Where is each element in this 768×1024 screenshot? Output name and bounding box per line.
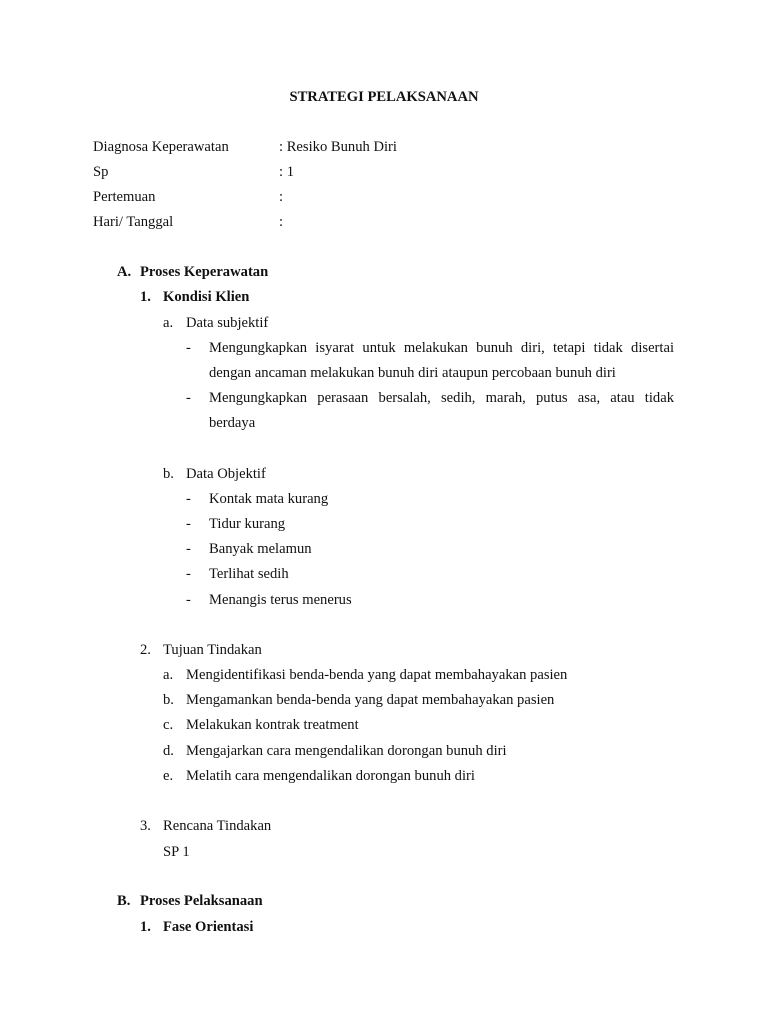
tujuan-item-d-marker: d. [163,743,174,759]
kondisi-title: Kondisi Klien [163,289,250,305]
section-b-title: Proses Pelaksanaan [140,893,263,909]
info-value-tanggal: : [279,214,284,230]
tujuan-item-e: Melatih cara mengendalikan dorongan bunuh diri [186,768,475,784]
fase-title: Fase Orientasi [163,919,254,935]
objektif-dash-4: - [186,566,191,582]
subjektif-item-2-line-2: berdaya [209,415,256,431]
objektif-item-2: Tidur kurang [209,516,286,532]
kondisi-marker: 1. [140,289,151,305]
objektif-item-3: Banyak melamun [209,541,312,557]
rencana-title: Rencana Tindakan [163,818,272,834]
tujuan-item-c-marker: c. [163,717,174,733]
info-label-pertemuan: Pertemuan [93,189,156,205]
tujuan-item-c: Melakukan kontrak treatment [186,717,359,733]
objektif-item-4: Terlihat sedih [209,566,289,582]
section-a-marker: A. [117,264,132,280]
subjektif-item-1-line-2: dengan ancaman melakukan bunuh diri ataupun percobaan bunuh diri [209,365,616,381]
info-value-diagnosa: : Resiko Bunuh Diri [279,139,397,155]
subjektif-marker: a. [163,315,174,331]
subjektif-dash-1: - [186,340,191,356]
info-value-sp: : 1 [279,164,294,180]
tujuan-item-a: Mengidentifikasi benda-benda yang dapat membahayakan pasien [186,667,568,683]
info-label-tanggal: Hari/ Tanggal [93,214,174,230]
subjektif-item-1-line-1: Mengungkapkan isyarat untuk melakukan bunuh diri, tetapi tidak disertai [209,340,674,356]
subjektif-item-2-line-1: Mengungkapkan perasaan bersalah, sedih, marah, putus asa, atau tidak [209,390,674,406]
objektif-title: Data Objektif [186,466,266,482]
rencana-sub: SP 1 [163,844,190,860]
subjektif-title: Data subjektif [186,315,269,331]
tujuan-item-e-marker: e. [163,768,174,784]
tujuan-item-a-marker: a. [163,667,174,683]
tujuan-item-d: Mengajarkan cara mengendalikan dorongan bunuh diri [186,743,507,759]
document-title: STRATEGI PELAKSANAAN [289,89,479,105]
section-a-title: Proses Keperawatan [140,264,269,280]
info-value-pertemuan: : [279,189,284,205]
section-b-marker: B. [117,893,131,909]
info-label-diagnosa: Diagnosa Keperawatan [93,139,229,155]
objektif-dash-3: - [186,541,191,557]
objektif-marker: b. [163,466,174,482]
objektif-dash-1: - [186,491,191,507]
info-label-sp: Sp [93,164,109,180]
subjektif-dash-2: - [186,390,191,406]
rencana-marker: 3. [140,818,151,834]
tujuan-item-b-marker: b. [163,692,174,708]
objektif-item-5: Menangis terus menerus [209,592,352,608]
tujuan-title: Tujuan Tindakan [163,642,262,658]
objektif-item-1: Kontak mata kurang [209,491,329,507]
fase-marker: 1. [140,919,151,935]
tujuan-item-b: Mengamankan benda-benda yang dapat membahayakan pasien [186,692,555,708]
tujuan-marker: 2. [140,642,151,658]
objektif-dash-2: - [186,516,191,532]
objektif-dash-5: - [186,592,191,608]
